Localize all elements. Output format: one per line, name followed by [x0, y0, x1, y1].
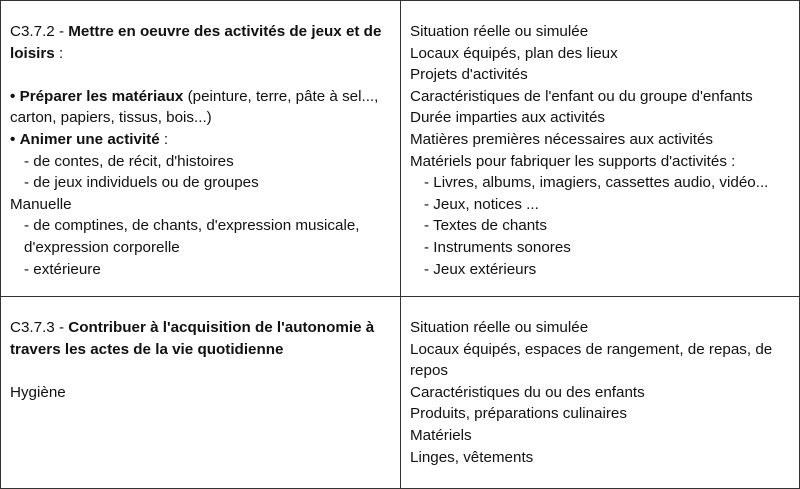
list-item: Caractéristiques du ou des enfants — [410, 383, 645, 401]
competency-cell — [1, 1, 401, 297]
list-item: Projets d'activités — [410, 66, 528, 84]
list-item: Produits, préparations culinaires — [410, 405, 627, 423]
table-row — [1, 1, 800, 297]
competency-heading: C3.7.3 - Contribuer à l'acquisition de l'autonomie à travers les actes de la vie quotidienne — [10, 319, 375, 358]
list-item: Caractéristiques de l'enfant ou du groupe d'enfants — [410, 87, 753, 105]
list-item: - de jeux individuels ou de groupes — [24, 174, 259, 192]
list-item: - de contes, de récit, d'histoires — [24, 152, 234, 170]
list-item: Hygiène — [10, 383, 66, 401]
competency-title: Contribuer à l'acquisition de l'autonomie à travers les actes de la vie quotidienne — [10, 319, 375, 358]
list-item: • Animer une activité : — [10, 130, 169, 148]
competency-title: Mettre en oeuvre des activités de jeux et de loisirs — [10, 23, 382, 62]
list-item: Situation réelle ou simulée — [410, 23, 589, 40]
list-item: Matériels — [410, 426, 472, 444]
list-item: - extérieure — [24, 260, 101, 278]
list-item: Matériels pour fabriquer les supports d'activités : — [410, 152, 736, 170]
list-item: Locaux équipés, plan des lieux — [410, 44, 618, 62]
list-item: • Préparer les matériaux (peinture, terre, pâte à sel..., carton, papiers, tissus, bois...) — [10, 87, 379, 127]
context-cell — [401, 1, 800, 297]
list-item: - Instruments sonores — [424, 238, 571, 256]
list-item: - Textes de chants — [424, 217, 547, 235]
list-item: Matières premières nécessaires aux activités — [410, 130, 714, 148]
competency-code: C3.7.3 — [10, 319, 55, 336]
list-item: Linges, vêtements — [410, 448, 534, 466]
competency-cell — [1, 297, 401, 489]
list-item: Durée imparties aux activités — [410, 109, 605, 127]
competency-code: C3.7.2 — [10, 23, 55, 40]
list-item: - de comptines, de chants, d'expression musicale, d'expression corporelle — [24, 217, 360, 256]
bullet-icon: • — [10, 130, 16, 148]
bullet-icon: • — [10, 87, 16, 105]
table-row — [1, 297, 800, 489]
list-item: Manuelle — [10, 195, 72, 213]
list-item: - Livres, albums, imagiers, cassettes audio, vidéo... — [424, 174, 769, 192]
list-item: Situation réelle ou simulée — [410, 319, 589, 336]
list-item: - Jeux extérieurs — [424, 260, 537, 278]
list-item: - Jeux, notices ... — [424, 195, 539, 213]
competency-heading: C3.7.2 - Mettre en oeuvre des activités de jeux et de loisirs : — [10, 23, 382, 62]
context-cell — [401, 297, 800, 489]
list-item: Locaux équipés, espaces de rangement, de repas, de repos — [410, 340, 773, 380]
